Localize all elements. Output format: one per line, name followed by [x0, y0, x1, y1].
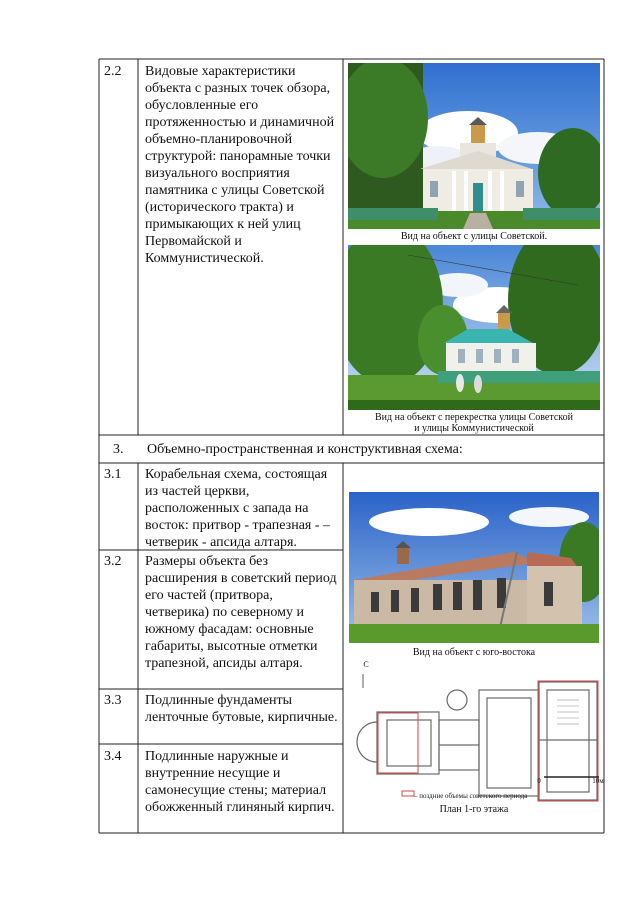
plan-caption: План 1-го этажа [439, 804, 509, 815]
row-text: Корабельная схема, состоящая из частей церкви, расположенных с запада на восток: притвор - трапезная - – четверик - апсида алтаря. [145, 467, 331, 550]
row-text: Видовые характеристики объекта с разных точек обзора, обусловленные его протяженностью и динамичной объемно-планировочной структурой: панорамные точки визуального восприятия памятника с улицы Советской (исторического тракта) и примыкающих к ней улиц Первомайской и Коммунистической. [145, 64, 335, 266]
church-photo-intersection [348, 245, 600, 410]
plan-legend: – поздние объемы советского периода [414, 792, 528, 800]
photo-caption: и улицы Коммунистической [414, 423, 534, 434]
row-text: Подлинные наружные и внутренние несущие и самонесущие стены; материал обожженный глиняный кирпич. [145, 749, 335, 815]
photo-caption: Вид на объект с улицы Советской. [400, 231, 548, 242]
floor-plan [347, 660, 601, 810]
row-text: Подлинные фундаменты ленточные бутовые, кирпичные. [145, 693, 338, 725]
row-number: 3.2 [104, 554, 122, 569]
section-heading: Объемно-пространственная и конструктивная схема: [147, 442, 463, 457]
row-text: Размеры объекта без расширения в советский период его частей (притвора, четверика) по северному и южному фасадам: основные габариты, высотные отметки трапезной, апсиды алтаря. [145, 554, 337, 671]
row-number: 2.2 [104, 64, 122, 79]
row-number: 3.1 [104, 467, 122, 482]
photo-caption: Вид на объект с перекрестка улицы Советской [375, 412, 573, 423]
plan-scale-end: 10м [592, 777, 604, 785]
row-number: 3.4 [104, 749, 122, 764]
row-number: 3. [113, 442, 124, 457]
row-number: 3.3 [104, 693, 122, 708]
plan-scale-zero: 0 [537, 777, 541, 785]
north-marker: С [363, 660, 369, 669]
church-photo-front [348, 63, 600, 229]
church-photo-southeast [349, 492, 599, 643]
photo-caption: Вид на объект с юго-востока [412, 647, 536, 658]
